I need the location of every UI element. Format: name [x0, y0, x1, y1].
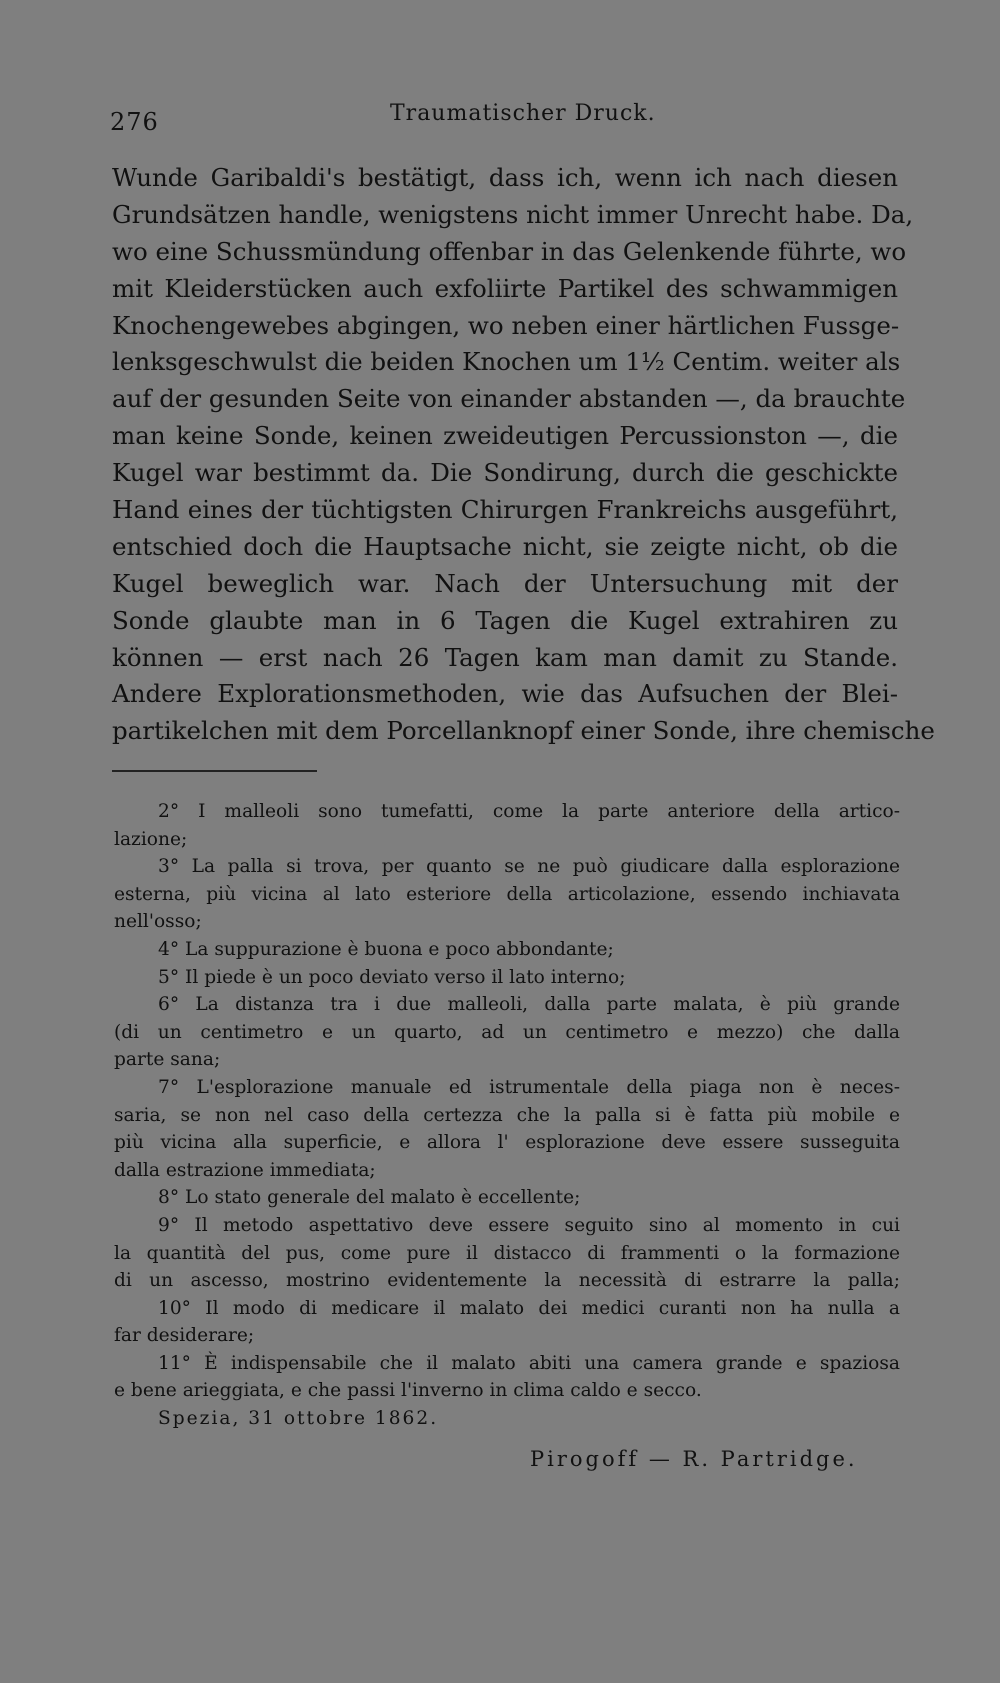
footnotes — [114, 798, 900, 1433]
footnote-line: dalla estrazione immediata; — [114, 1159, 376, 1181]
running-title: Traumatischer Druck. — [390, 101, 656, 126]
text-line: mit Kleiderstücken auch exfoliirte Partikel des schwammigen — [112, 273, 898, 303]
footnote-line: parte sana; — [114, 1049, 221, 1071]
footnote-line: (di un centimetro e un quarto, ad un centimetro e mezzo) che dalla — [114, 1021, 900, 1043]
text-line: Wunde Garibaldi's bestätigt, dass ich, wenn ich nach diesen — [112, 163, 898, 192]
text-line: lenksgeschwulst die beiden Knochen um 1½ Centim. weiter als — [112, 347, 901, 377]
footnote-line: e bene arieggiata, e che passi l'inverno in clima caldo e secco. — [114, 1380, 702, 1402]
footnote-line: lazione; — [114, 828, 188, 850]
signature: Pirogoff — R. Partridge. — [530, 1447, 858, 1471]
text-line: Kugel war bestimmt da. Die Sondirung, durch die geschickte — [112, 458, 898, 488]
text-line: Andere Explorationsmethoden, wie das Aufsuchen der Blei- — [112, 679, 898, 709]
text-line: Knochengewebes abgingen, wo neben einer härtlichen Fussge- — [112, 310, 900, 340]
footnote-line: la quantità del pus, come pure il distacco di frammenti o la formazione — [114, 1242, 900, 1264]
text-line: Sonde glaubte man in 6 Tagen die Kugel extrahiren zu — [112, 605, 898, 635]
text-line: auf der gesunden Seite von einander abstanden —, da brauchte — [112, 384, 906, 414]
footnote-line: 8° Lo stato generale del malato è eccellente; — [158, 1187, 581, 1209]
footnote-line: 5° Il piede è un poco deviato verso il lato interno; — [158, 966, 626, 988]
page-number: 276 — [110, 108, 159, 136]
page-header — [110, 96, 900, 136]
footnote-line: far desiderare; — [114, 1325, 255, 1347]
footnote-line: 3° La palla si trova, per quanto se ne può giudicare dalla esplorazione — [158, 856, 900, 878]
text-line: partikelchen mit dem Porcellanknopf einer Sonde, ihre chemische — [112, 716, 935, 746]
footnote-separator — [112, 770, 317, 772]
footnote-line: nell'osso; — [114, 911, 202, 933]
text-line: Kugel beweglich war. Nach der Untersuchung mit der — [112, 568, 898, 598]
footnote-line: più vicina alla superficie, e allora l' esplorazione deve essere susseguita — [114, 1132, 900, 1154]
footnote-line: 10° Il modo di medicare il malato dei medici curanti non ha nulla a — [158, 1297, 900, 1319]
text-line: können — erst nach 26 Tagen kam man damit zu Stande. — [112, 642, 898, 672]
footnote-line: 2° I malleoli sono tumefatti, come la parte anteriore della artico- — [158, 801, 900, 822]
footnote-line: 6° La distanza tra i due malleoli, dalla parte malata, è più grande — [158, 994, 900, 1016]
footnote-line: di un ascesso, mostrino evidentemente la necessità di estrarre la palla; — [114, 1270, 900, 1292]
footnote-line: 7° L'esplorazione manuale ed istrumentale della piaga non è neces- — [158, 1076, 900, 1098]
footnote-line: saria, se non nel caso della certezza che la palla si è fatta più mobile e — [114, 1104, 900, 1126]
place-date-line: Spezia, 31 ottobre 1862. — [158, 1408, 439, 1430]
text-line: wo eine Schussmündung offenbar in das Gelenkende führte, wo — [112, 236, 907, 266]
footnote-line: esterna, più vicina al lato esteriore della articolazione, essendo inchiavata — [114, 883, 900, 905]
footnote-line: 4° La suppurazione è buona e poco abbondante; — [158, 938, 614, 960]
text-line: entschied doch die Hauptsache nicht, sie zeigte nicht, ob die — [112, 531, 898, 561]
footnote-line: 11° È indispensabile che il malato abiti una camera grande e spaziosa — [158, 1352, 900, 1374]
text-line: Hand eines der tüchtigsten Chirurgen Frankreichs ausgeführt, — [112, 495, 898, 525]
text-line: man keine Sonde, keinen zweideutigen Percussionston —, die — [112, 421, 898, 451]
body-text — [112, 160, 935, 750]
footnote-line: 9° Il metodo aspettativo deve essere seguito sino al momento in cui — [158, 1214, 900, 1236]
text-line: Grundsätzen handle, wenigstens nicht immer Unrecht habe. Da, — [112, 199, 914, 229]
